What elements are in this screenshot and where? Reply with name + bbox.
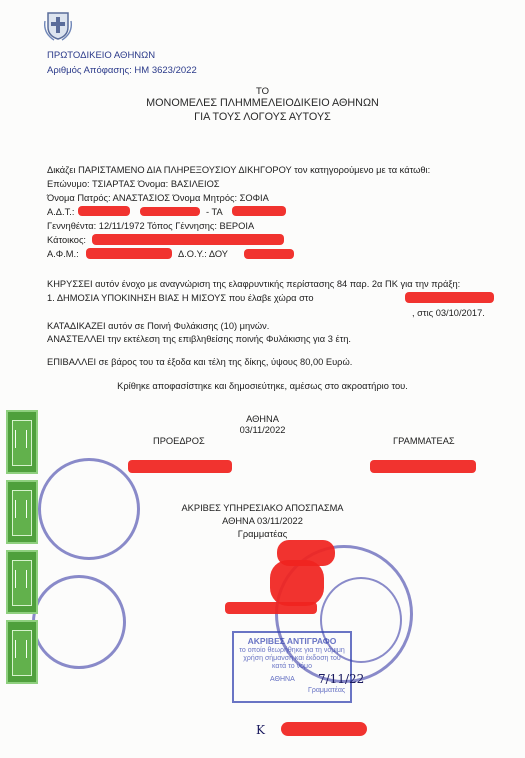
stamp-body: το οποίο θεωρήθηκε για τη νόμιμη χρήση σήμανση και έκδοση του κατά το νόμο <box>239 647 345 670</box>
redaction-id-2 <box>140 207 200 216</box>
stamp-city: ΑΘΗΝΑ <box>270 676 295 683</box>
afm-label: Α.Φ.Μ.: <box>47 249 79 259</box>
stamp-title: ΑΚΡΙΒΕΣ ΑΝΤΙΓΡΑΦΟ <box>247 636 337 646</box>
fee-stamp-2 <box>6 480 38 544</box>
redaction-clerk-signature-3 <box>225 602 317 614</box>
defendant-intro: Δικάζει ΠΑΡΙΣΤΑΜΕΝΟ ΔΙΑ ΠΛΗΡΕΞΟΥΣΙΟΥ ΔΙΚΗΓΟΡΟΥ τον κατηγορούμενο με τα κάτωθι: <box>47 165 431 175</box>
signature-city: ΑΘΗΝΑ <box>246 414 279 424</box>
doy-label: Δ.Ο.Υ.: ΔΟΥ <box>178 249 229 259</box>
defendant-name: Επώνυμο: ΤΣΙΑΡΤΑΣ Όνομα: ΒΑΣΙΛΕΙΟΣ <box>47 179 220 189</box>
redaction-secretary-signature <box>370 460 476 473</box>
redaction-clerk-signature-2 <box>270 560 324 606</box>
secretary-label: ΓΡΑΜΜΑΤΕΑΣ <box>393 436 455 446</box>
id-suffix: - ΤΑ <box>206 207 223 217</box>
defendant-parents: Όνομα Πατρός: ΑΝΑΣΤΑΣΙΟΣ Όνομα Μητρός: ΣΟΦΙΑ <box>47 193 269 203</box>
id-label: Α.Δ.Τ.: <box>47 207 75 217</box>
published-line: Κρίθηκε αποφασίστηκε και δημοσιεύτηκε, αμέσως στο ακροατήριο του. <box>117 381 408 391</box>
coat-of-arms-icon <box>44 9 72 41</box>
decision-number: Αριθμός Απόφασης: ΗΜ 3623/2022 <box>47 65 197 76</box>
offence-date: , στις 03/10/2017. <box>412 308 485 318</box>
redaction-president-signature <box>128 460 232 473</box>
stamp-handwritten-date: 7/11/22 <box>318 672 365 686</box>
fee-stamp-1 <box>6 410 38 474</box>
suspension-line: ΑΝΑΣΤΕΛΛΕΙ την εκτέλεση της επιβληθείσης ποινής Φυλάκισης για 3 έτη. <box>47 334 352 344</box>
copy-place-date: ΑΘΗΝΑ 03/11/2022 <box>222 516 303 526</box>
fee-stamp-3 <box>6 550 38 614</box>
defendant-birth: Γεννηθέντα: 12/11/1972 Τόπος Γέννησης: ΒΕΡΟΙΑ <box>47 221 255 231</box>
residence-label: Κάτοικος: <box>47 235 87 245</box>
court-header: ΠΡΩΤΟΔΙΚΕΙΟ ΑΘΗΝΩΝ <box>47 50 156 61</box>
offence-line: 1. ΔΗΜΟΣΙΑ ΥΠΟΚΙΝΗΣΗ ΒΙΑΣ Η ΜΙΣΟΥΣ που έλαβε χώρα στο <box>47 293 314 303</box>
copy-title: ΑΚΡΙΒΕΣ ΥΠΗΡΕΣΙΑΚΟ ΑΠΟΣΠΑΣΜΑ <box>181 503 344 513</box>
signature-date: 03/11/2022 <box>239 425 286 435</box>
reasons-title: ΓΙΑ ΤΟΥΣ ΛΟΓΟΥΣ ΑΥΤΟΥΣ <box>194 111 331 123</box>
redaction-residence <box>92 234 284 245</box>
redaction-doy <box>244 249 294 259</box>
redaction-id <box>78 206 130 216</box>
redaction-id-3 <box>232 206 286 216</box>
redaction-offence-place <box>405 292 494 303</box>
court-title: ΜΟΝΟΜΕΛΕΣ ΠΛΗΜΜΕΛΕΙΟΔΙΚΕΙΟ ΑΘΗΝΩΝ <box>146 97 379 109</box>
sentence-line: ΚΑΤΑΔΙΚΑΖΕΙ αυτόν σε Ποινή Φυλάκισης (10) μηνών. <box>47 321 270 331</box>
redaction-afm <box>86 248 172 259</box>
costs-line: ΕΠΙΒΑΛΛΕΙ σε βάρος του τα έξοδα και τέλη της δίκης, ύψους 80,00 Ευρώ. <box>47 357 353 367</box>
stamp-role: Γραμματέας <box>308 687 346 694</box>
redaction-footer-signature <box>281 722 367 736</box>
president-label: ΠΡΟΕΔΡΟΣ <box>153 436 205 446</box>
fee-stamp-4 <box>6 620 38 684</box>
title-to: ΤΟ <box>255 86 270 97</box>
guilty-line: ΚΗΡΥΣΣΕΙ αυτόν ένοχο με αναγνώριση της ελαφρυντικής περίστασης 84 παρ. 2α ΠΚ για την πράξη: <box>47 279 461 289</box>
court-round-stamp <box>38 458 140 560</box>
court-round-stamp-2 <box>32 575 126 669</box>
copy-clerk: Γραμματέας <box>237 529 288 539</box>
footer-initials: Κ <box>256 723 265 737</box>
